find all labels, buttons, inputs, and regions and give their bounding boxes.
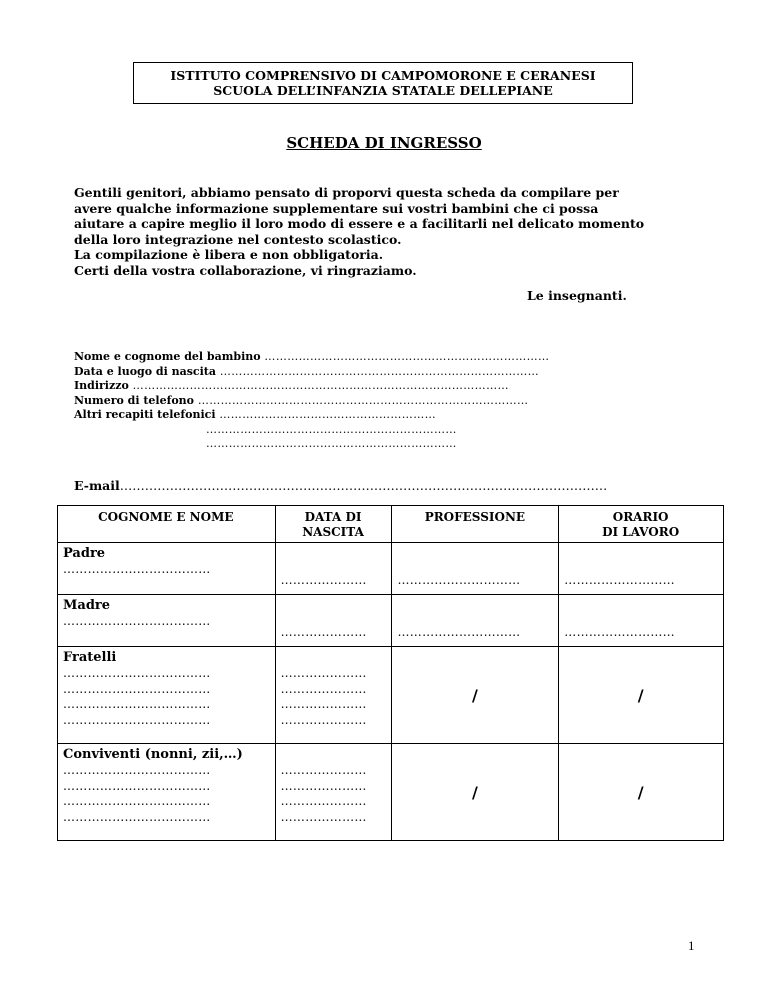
siblings-hours-cell [559, 647, 724, 744]
dot-line: ………………… [280, 778, 367, 793]
dot-line: ……………………………… [63, 562, 211, 576]
father-name-cell[interactable] [58, 543, 276, 595]
intro-line: La compilazione è libera e non obbligatoria. [74, 247, 384, 262]
page-number: 1 [688, 938, 695, 953]
extra-dots: ………………………………………………………… [206, 422, 457, 436]
intro-line: della loro integrazione nel contesto scolastico. [74, 231, 402, 247]
intro-text [74, 185, 714, 278]
father-birth-cell[interactable] [275, 543, 392, 595]
birth-label: Data e luogo di nascita [74, 364, 217, 378]
dot-line: ……………………………… [63, 614, 211, 628]
dot-line: ……………………… [564, 572, 675, 587]
cohabitants-hours-cell [559, 744, 724, 841]
family-table [57, 505, 724, 841]
phone-field[interactable] [74, 394, 549, 409]
page-title: SCHEDA DI INGRESSO [286, 134, 482, 152]
child-info-fields [74, 350, 549, 452]
dot-line: ……………………………… [63, 666, 211, 680]
school-header [133, 62, 633, 104]
father-job-cell[interactable] [392, 543, 559, 595]
mother-hours-cell[interactable] [559, 595, 724, 647]
table-header-row [58, 506, 724, 543]
address-field[interactable] [74, 379, 549, 394]
slash-mark: / [471, 782, 478, 802]
siblings-job-cell [392, 647, 559, 744]
mother-label: Madre [63, 598, 111, 613]
address-dots: ……………………………………………………………………………………… [132, 379, 509, 392]
email-dots: ……………………………………………………………………………………………………… [119, 478, 608, 493]
email-label: E-mail [74, 478, 120, 493]
cohabitants-label: Conviventi (nonni, zii,…) [63, 747, 243, 762]
dot-line: ………………… [280, 763, 367, 777]
other-phones-label: Altri recapiti telefonici [74, 408, 216, 421]
dot-line: ……………………………… [63, 763, 211, 777]
dot-line: ………………… [280, 794, 367, 808]
dot-line: ……………………………… [63, 712, 211, 727]
signature: Le insegnanti. [527, 288, 627, 303]
intro-line: avere qualche informazione supplementare sui vostri bambini che ci possa [74, 200, 599, 216]
dot-line: ……………………………… [63, 794, 211, 808]
other-phones-extra-line[interactable] [74, 437, 549, 452]
other-phones-dots: ………………………………………………… [219, 408, 437, 421]
table-row-father [58, 543, 724, 595]
intro-line: Gentili genitori, abbiamo pensato di proporvi questa scheda da compilare per [74, 185, 619, 200]
dot-line: ………………… [280, 809, 367, 824]
extra-dots: ………………………………………………………… [206, 437, 457, 450]
school-header-line2: SCUOLA DELL’INFANZIA STATALE DELLEPIANE [213, 83, 553, 98]
email-field[interactable] [74, 478, 607, 493]
other-phones-extra-line[interactable] [74, 423, 549, 438]
slash-mark: / [471, 685, 478, 705]
phone-label: Numero di telefono [74, 393, 195, 407]
dot-line: ………………… [280, 624, 367, 639]
dot-line: ……………………………… [63, 778, 211, 793]
intro-line: aiutare a capire meglio il loro modo di essere e a facilitarli nel delicato momento [74, 216, 645, 231]
table-row-cohabitants [58, 744, 724, 841]
header-hours: ORARIO DI LAVORO [559, 506, 724, 543]
siblings-name-cell[interactable] [58, 647, 276, 744]
dot-line: ………………………… [397, 624, 521, 639]
siblings-birth-cell[interactable] [275, 647, 392, 744]
dot-line: ………………………… [397, 572, 521, 587]
birth-field[interactable] [74, 365, 549, 380]
table-row-mother [58, 595, 724, 647]
dot-line: ………………… [280, 712, 367, 727]
mother-name-cell[interactable] [58, 595, 276, 647]
slash-mark: / [637, 782, 644, 802]
dot-line: ……………………………… [63, 697, 211, 711]
slash-mark: / [637, 685, 644, 705]
dot-line: ……………………………… [63, 681, 211, 696]
dot-line: ……………………… [564, 624, 675, 639]
header-job: PROFESSIONE [392, 506, 559, 543]
other-phones-field[interactable] [74, 408, 549, 423]
child-name-label: Nome e cognome del bambino [74, 350, 261, 363]
dot-line: ………………… [280, 681, 367, 696]
father-hours-cell[interactable] [559, 543, 724, 595]
child-name-field[interactable] [74, 350, 549, 365]
dot-line: ………………… [280, 572, 367, 587]
dot-line: ………………… [280, 697, 367, 711]
intro-line: Certi della vostra collaborazione, vi ringraziamo. [74, 262, 417, 278]
mother-job-cell[interactable] [392, 595, 559, 647]
cohabitants-birth-cell[interactable] [275, 744, 392, 841]
birth-dots: ………………………………………………………………………… [219, 364, 540, 378]
mother-birth-cell[interactable] [275, 595, 392, 647]
phone-dots: …………………………………………………………………………… [197, 393, 529, 407]
siblings-label: Fratelli [63, 650, 117, 665]
header-birth: DATA DI NASCITA [275, 506, 392, 543]
father-label: Padre [63, 546, 106, 561]
dot-line: ……………………………… [63, 809, 211, 824]
table-row-siblings [58, 647, 724, 744]
address-label: Indirizzo [74, 379, 129, 392]
cohabitants-name-cell[interactable] [58, 744, 276, 841]
child-name-dots: ………………………………………………………………… [264, 350, 550, 363]
dot-line: ………………… [280, 666, 367, 680]
header-name: COGNOME E NOME [58, 506, 276, 543]
cohabitants-job-cell [392, 744, 559, 841]
school-header-line1: ISTITUTO COMPRENSIVO DI CAMPOMORONE E CERANESI [170, 68, 596, 83]
